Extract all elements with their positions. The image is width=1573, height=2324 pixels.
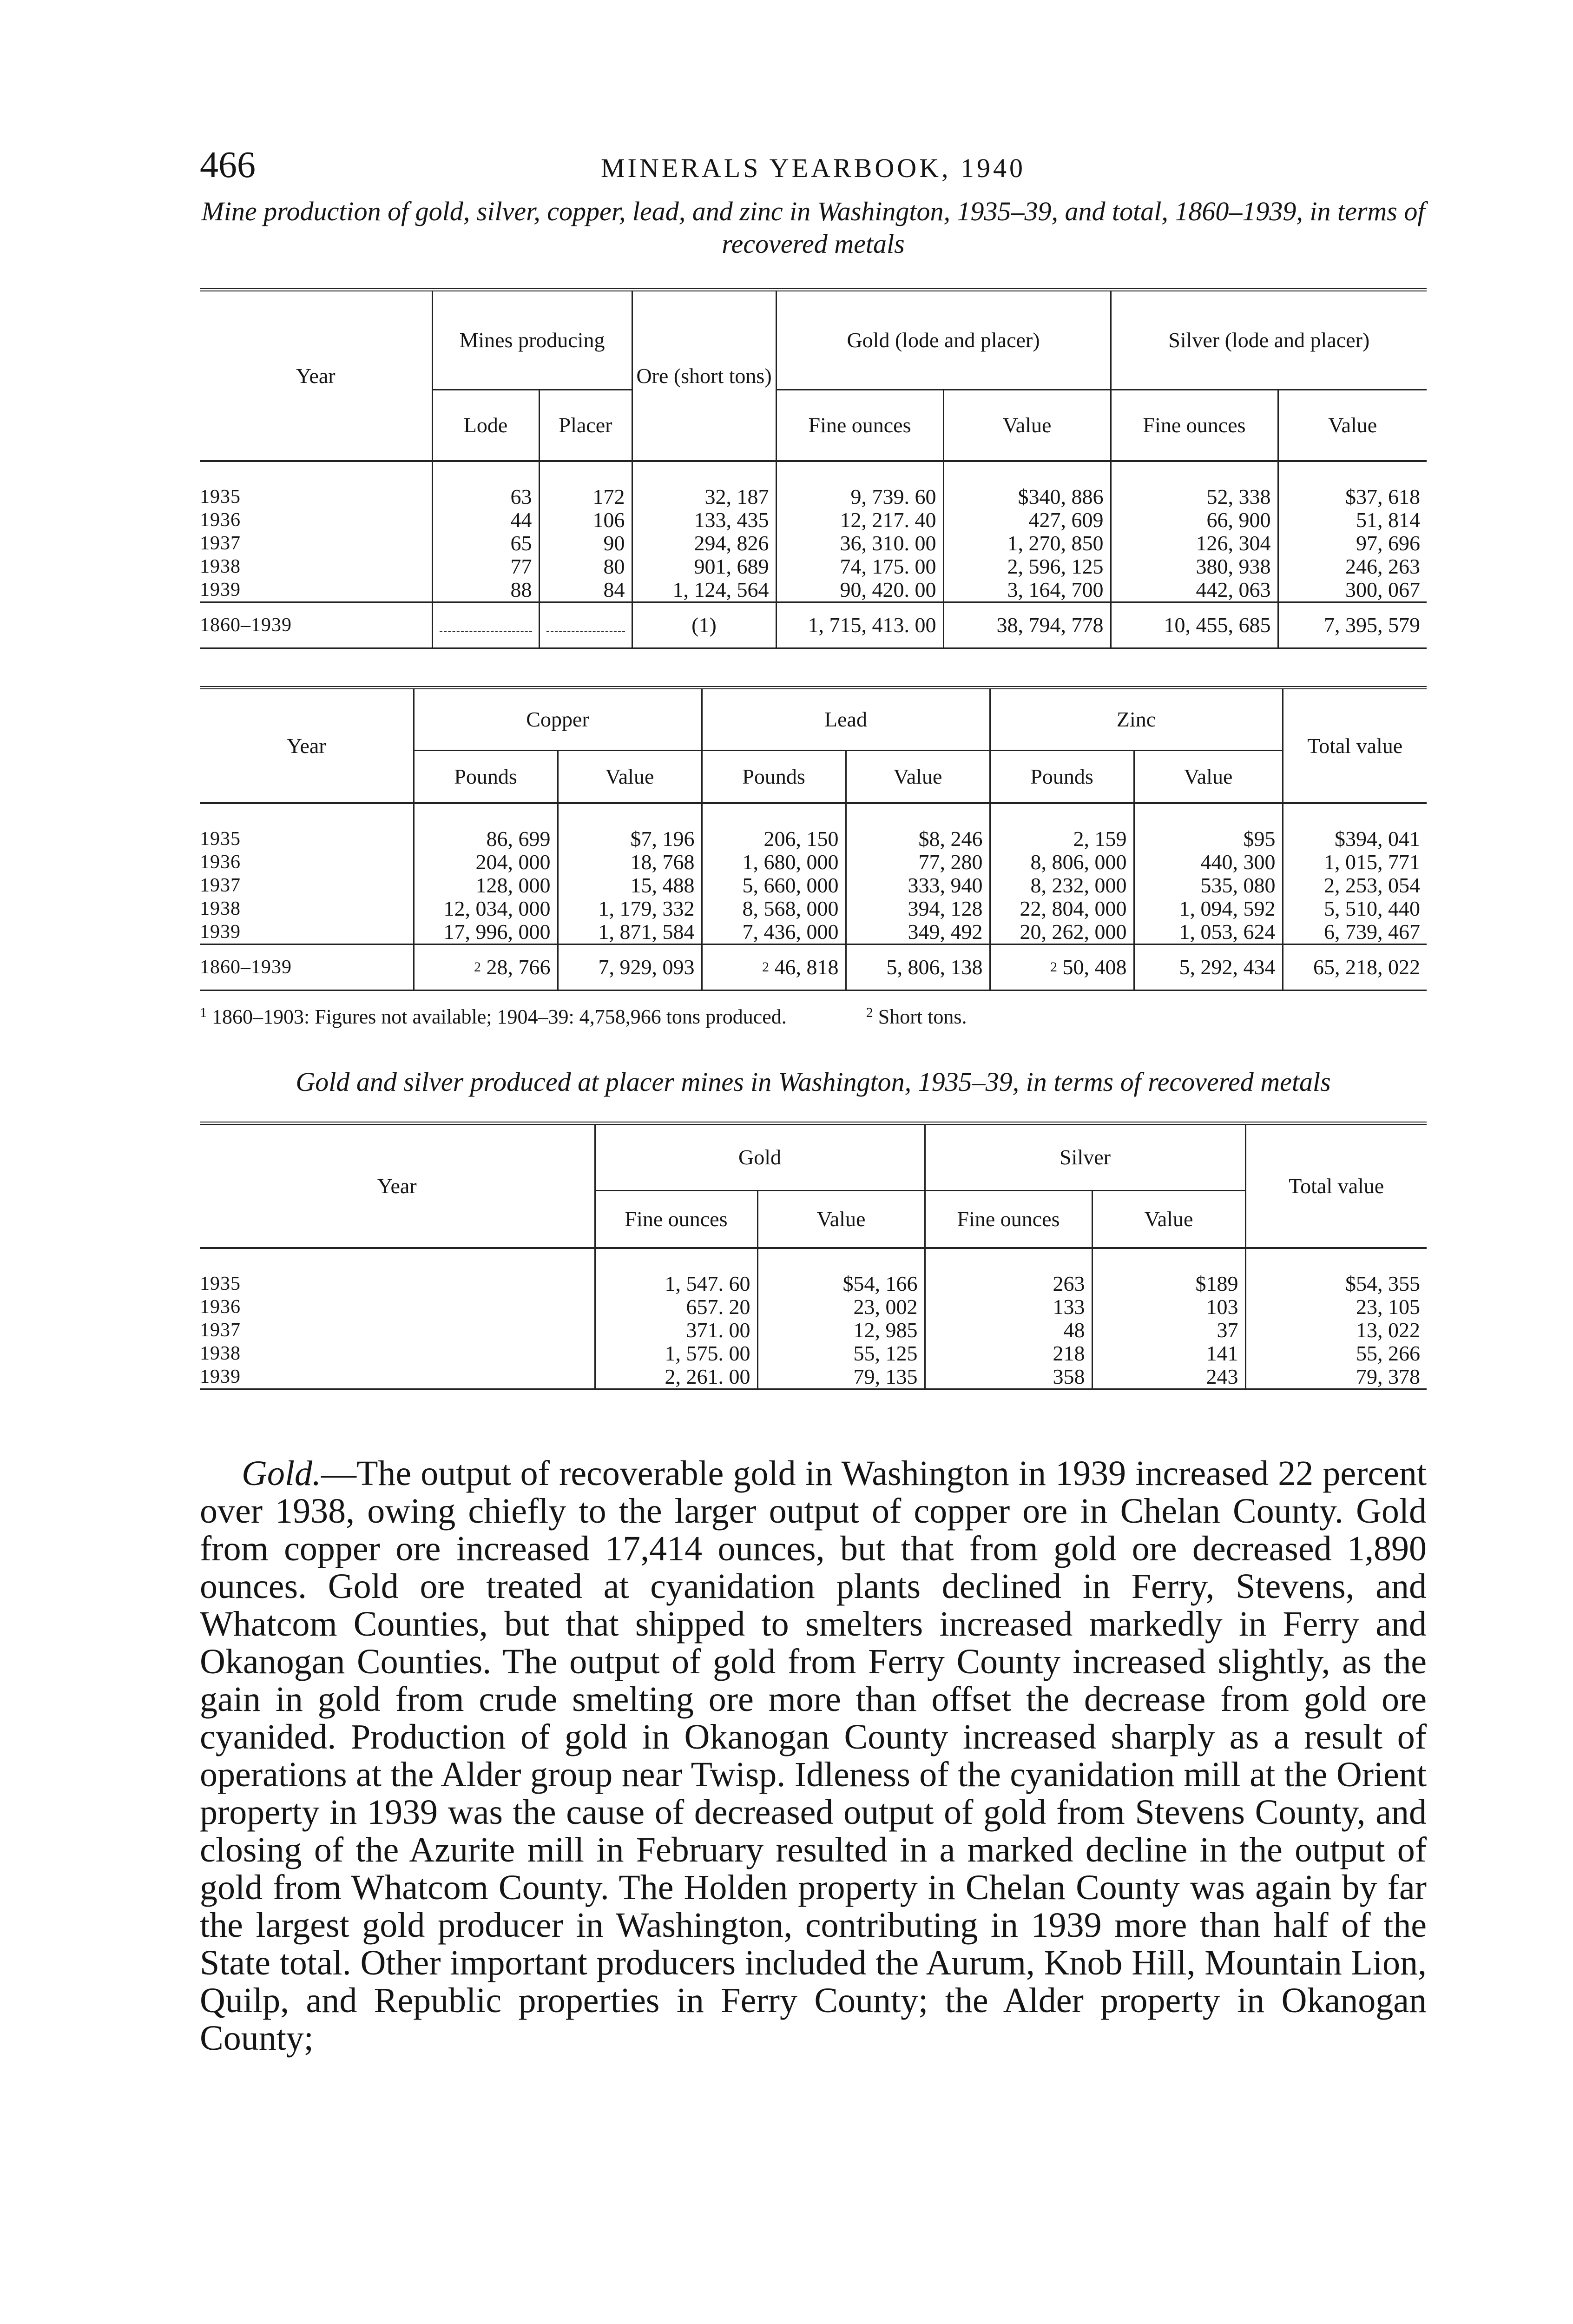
table1-title: Mine production of gold, silver, copper, lead, and zinc in Washington, 1935–39, and total, 1860–1939, in terms of recovered metals (201, 196, 1425, 259)
table-row: 1936 657. 20 23, 002 133 103 23, 105 (200, 1295, 1427, 1319)
col-lead-pounds: Pounds (702, 751, 846, 804)
col-lead: Lead (702, 688, 990, 751)
table2-title: Gold and silver produced at placer mines in Washington, 1935–39, in terms of recovered metals (296, 1067, 1331, 1097)
paragraph-gold (200, 1455, 1427, 2057)
table-row: 1937 128, 000 15, 488 5, 660, 000 333, 940 8, 232, 000 535, 080 2, 253, 054 (200, 874, 1427, 897)
table-total-row: 1860–1939 (1) 1, 715, 413. 00 38, 794, 778 10, 455, 685 7, 395, 579 (200, 602, 1427, 648)
running-title: MINERALS YEARBOOK, 1940 (600, 153, 1026, 183)
table2 (200, 1122, 1427, 1390)
table-row: 1938 77 80 901, 689 74, 175. 00 2, 596, 125 380, 938 246, 263 (200, 555, 1427, 578)
table-row: 1938 1, 575. 00 55, 125 218 141 55, 266 (200, 1342, 1427, 1365)
col-silver: Silver (lode and placer) (1111, 290, 1427, 390)
table-row: 1936 204, 000 18, 768 1, 680, 000 77, 280 8, 806, 000 440, 300 1, 015, 771 (200, 851, 1427, 874)
table-row: 1939 2, 261. 00 79, 135 358 243 79, 378 (200, 1365, 1427, 1389)
col-silver-value-t2: Value (1092, 1191, 1245, 1248)
footnote-1: $^1$ 1860–1903: Figures not available; 1904–39: 4,758,966 tons produced. (200, 1005, 787, 1028)
col-gold-oz-t2: Fine ounces (595, 1191, 757, 1248)
table-row: 1936 44 106 133, 435 12, 217. 40 427, 609 66, 900 51, 814 (200, 508, 1427, 532)
col-silver-oz: Fine ounces (1111, 390, 1278, 462)
col-zinc-value: Value (1134, 751, 1283, 804)
page-number: 466 (200, 145, 256, 185)
col-mines-producing: Mines producing (432, 290, 632, 390)
col-zinc-pounds: Pounds (990, 751, 1134, 804)
table1-part-b (200, 686, 1427, 991)
table-row: 1935 1, 547. 60 $54, 166 263 $189 $54, 355 (200, 1272, 1427, 1295)
col-lead-value: Value (846, 751, 990, 804)
table-row: 1937 371. 00 12, 985 48 37 13, 022 (200, 1319, 1427, 1342)
col-total-value-t2: Total value (1245, 1123, 1427, 1248)
table-row: 1937 65 90 294, 826 36, 310. 00 1, 270, 850 126, 304 97, 696 (200, 532, 1427, 555)
body-text (200, 1455, 1427, 2057)
table-row: 1939 17, 996, 000 1, 871, 584 7, 436, 000 349, 492 20, 262, 000 1, 053, 624 6, 739, 467 (200, 920, 1427, 944)
col-copper: Copper (414, 688, 702, 751)
table-row: 1939 88 84 1, 124, 564 90, 420. 00 3, 164, 700 442, 063 300, 067 (200, 578, 1427, 602)
table-row: 1935 86, 699 $7, 196 206, 150 $8, 246 2, 159 $95 $394, 041 (200, 827, 1427, 851)
col-gold-value-t2: Value (757, 1191, 925, 1248)
col-zinc: Zinc (990, 688, 1283, 751)
col-gold-value: Value (943, 390, 1111, 462)
col-gold-oz: Fine ounces (776, 390, 943, 462)
col-copper-value: Value (558, 751, 702, 804)
table-row: 1938 12, 034, 000 1, 179, 332 8, 568, 000 394, 128 22, 804, 000 1, 094, 592 5, 510, 440 (200, 897, 1427, 920)
col-silver-t2: Silver (925, 1123, 1245, 1191)
table-row: 1935 63 172 32, 187 9, 739. 60 $340, 886 52, 338 $37, 618 (200, 485, 1427, 508)
footnote-2: $^2$ Short tons. (866, 1005, 967, 1028)
col-year-b: Year (200, 688, 414, 804)
col-lode: Lode (432, 390, 539, 462)
table1-part-a (200, 288, 1427, 649)
col-gold-t2: Gold (595, 1123, 925, 1191)
paragraph-lead: Gold. (242, 1454, 321, 1493)
paragraph-text: —The output of recoverable gold in Washington in 1939 increased 22 percent over 1938, owing chiefly to the larger output of copper ore in Chelan County. Gold from copper ore increased 17,414 ounces, but that from gold ore decreased 1,890 ounces. Gold ore treated at cyanidation plants declined in Ferry, Stevens, and Whatcom Counties, but that shipped to smelters increased markedly in Ferry and Okanogan Counties. The output of gold from Ferry County increased slightly, as the gain in gold from crude smelting ore more than offset the decrease from gold ore cyanided. Production of gold in Okanogan County increased sharply as a result of operations at the Alder group near Twisp. Idleness of the cyanidation mill at the Orient property in 1939 was the cause of decreased output of gold from Stevens County, and closing of the Azurite mill in February resulted in a marked decline in the output of gold from Whatcom County. The Holden property in Chelan County was again by far the largest gold producer in Washington, contributing in 1939 more than half of the State total. Other important producers included the Aurum, Knob Hill, Mountain Lion, Quilp, and Republic properties in Ferry County; the Alder property in Okanogan County; (200, 1454, 1427, 2058)
col-year-t2: Year (200, 1123, 595, 1248)
col-placer: Placer (539, 390, 632, 462)
col-silver-oz-t2: Fine ounces (925, 1191, 1092, 1248)
col-copper-pounds: Pounds (414, 751, 558, 804)
col-total-value: Total value (1283, 688, 1427, 804)
col-year: Year (200, 290, 432, 462)
col-gold: Gold (lode and placer) (776, 290, 1111, 390)
table-total-row: 1860–1939 $^2$ 28, 766 7, 929, 093 $^2$ 46, 818 5, 806, 138 $^2$ 50, 408 5, 292, 434 65, 218, 022 (200, 944, 1427, 990)
col-silver-value: Value (1278, 390, 1427, 462)
page-header (200, 144, 1427, 195)
footnotes (200, 1005, 1427, 1029)
col-ore: Ore (short tons) (632, 290, 776, 462)
page (200, 144, 1427, 2057)
